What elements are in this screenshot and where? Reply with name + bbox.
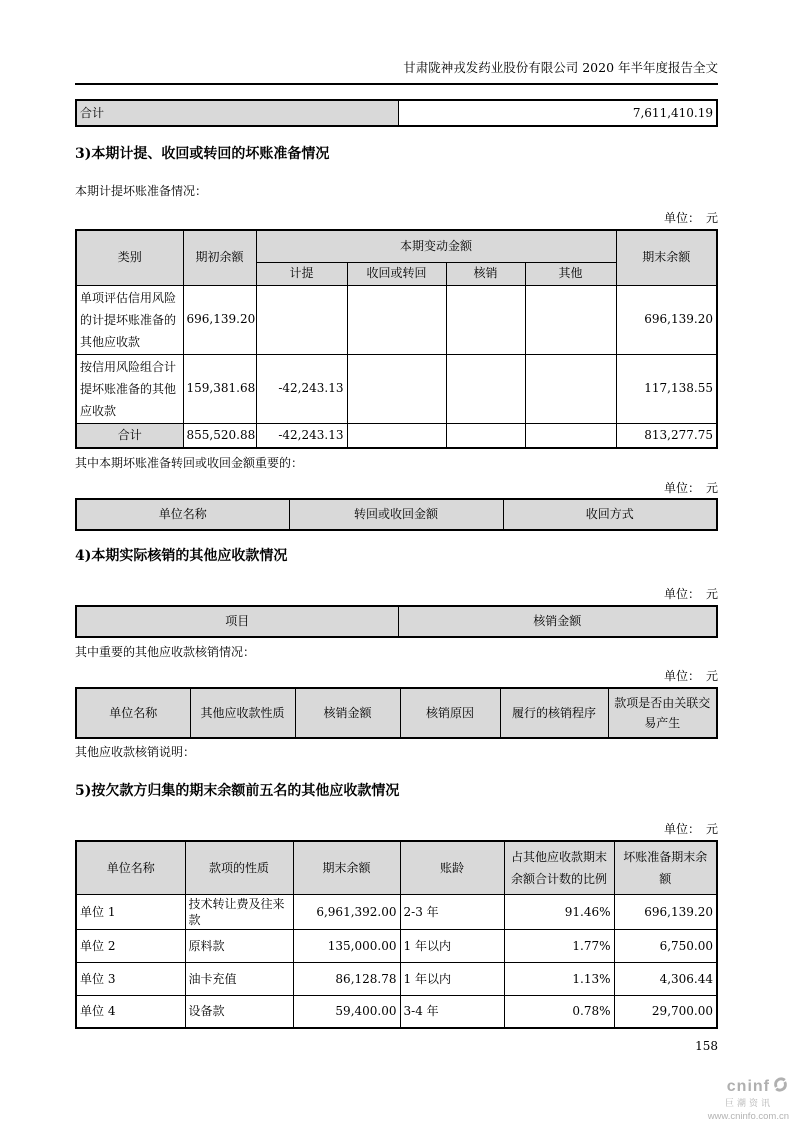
cninfo-subtitle: 巨潮资讯 [724,1098,773,1108]
page-content [75,0,718,1053]
cell-closing-balance: 59,400.00 [293,995,400,1028]
unit-note: 单位： 元 [663,822,718,836]
cell-nature: 技术转让费及往来款 [185,894,293,929]
cninfo-logo [679,1076,789,1122]
cell-category: 按信用风险组合计提坏账准备的其他应收款 [76,354,183,423]
col-header-provision-balance: 坏账准备期末余额 [614,841,717,894]
col-header-writeoff-reason: 核销原因 [400,688,500,738]
cninfo-url: www.cninfo.com.cn [707,1111,789,1122]
table-row [76,995,717,1028]
cell-provision-balance: 4,306.44 [614,962,717,995]
cell-proportion: 0.78% [504,995,614,1028]
col-header-closing-balance: 期末余额 [293,841,400,894]
table-total-row [76,423,717,448]
section-3-intro: 本期计提坏账准备情况： [75,184,208,198]
col-header-period-change: 本期变动金额 [256,230,616,262]
cell-opening: 159,381.68 [183,354,256,423]
cell-write-off [446,354,525,423]
cell-recovery [347,423,446,448]
table-row [76,962,717,995]
table-row [76,929,717,962]
col-header-proportion: 占其他应收款期末余额合计数的比例 [504,841,614,894]
totals-table [75,99,718,127]
writeoff-detail-table [75,687,718,739]
col-header-unit-name: 单位名称 [76,841,185,894]
col-header-other: 其他 [525,262,616,285]
cninfo-swirl-icon [772,1076,789,1098]
col-header-unit-name: 单位名称 [76,688,190,738]
col-header-unit-name: 单位名称 [76,499,289,530]
col-header-writeoff-procedure: 履行的核销程序 [500,688,608,738]
col-header-writeoff-amount: 核销金额 [398,606,717,637]
cell-nature: 设备款 [185,995,293,1028]
section-3-heading: 3)本期计提、收回或转回的坏账准备情况 [75,146,330,162]
cell-aging: 3-4 年 [400,995,504,1028]
cell-unit-name: 单位 1 [76,894,185,929]
cell-closing: 813,277.75 [616,423,717,448]
cninfo-brand-text: cninf [726,1078,770,1095]
col-header-closing-balance: 期末余额 [616,230,717,285]
unit-note: 单位： 元 [663,481,718,495]
cell-recovery [347,285,446,354]
cell-proportion: 1.77% [504,929,614,962]
cell-closing-balance: 86,128.78 [293,962,400,995]
unit-note: 单位： 元 [663,587,718,601]
cell-closing: 696,139.20 [616,285,717,354]
cell-unit-name: 单位 4 [76,995,185,1028]
table-row [76,100,717,126]
col-header-category: 类别 [76,230,183,285]
col-header-opening-balance: 期初余额 [183,230,256,285]
cell-closing-balance: 135,000.00 [293,929,400,962]
cell-opening: 696,139.20 [183,285,256,354]
section-5-heading: 5)按欠款方归集的期末余额前五名的其他应收款情况 [75,783,400,799]
cell-nature: 原料款 [185,929,293,962]
cell-aging: 2-3 年 [400,894,504,929]
writeoff-table [75,605,718,638]
unit-note: 单位： 元 [663,669,718,683]
doc-header-title: 甘肃陇神戎发药业股份有限公司 2020 年半年度报告全文 [75,0,718,85]
table-header-row [76,230,717,262]
page-number: 158 [695,1039,718,1053]
cell-provision-balance: 6,750.00 [614,929,717,962]
cell-write-off [446,285,525,354]
table-row [76,285,717,354]
cell-proportion: 1.13% [504,962,614,995]
cell-unit-name: 单位 2 [76,929,185,962]
col-header-reversal-amount: 转回或收回金额 [289,499,503,530]
cell-accrual [256,285,347,354]
col-header-aging: 账龄 [400,841,504,894]
cninfo-logo-row [679,1076,789,1098]
col-header-nature: 款项的性质 [185,841,293,894]
col-header-item: 项目 [76,606,398,637]
cell-write-off [446,423,525,448]
col-header-recovery: 收回或转回 [347,262,446,285]
cell-category-total: 合计 [76,423,183,448]
cell-aging: 1 年以内 [400,962,504,995]
cell-other [525,354,616,423]
cell-closing: 117,138.55 [616,354,717,423]
cell-recovery [347,354,446,423]
cell-accrual: -42,243.13 [256,423,347,448]
col-header-related-party: 款项是否由关联交易产生 [608,688,717,738]
col-header-accrual: 计提 [256,262,347,285]
reversal-note: 其中本期坏账准备转回或收回金额重要的： [75,456,304,470]
col-header-recovery-method: 收回方式 [503,499,717,530]
total-value-cell: 7,611,410.19 [398,100,717,126]
cell-other [525,423,616,448]
unit-note: 单位： 元 [663,211,718,225]
bad-debt-provision-table [75,229,718,449]
col-header-writeoff-amount: 核销金额 [295,688,400,738]
cell-nature: 油卡充值 [185,962,293,995]
cell-accrual: -42,243.13 [256,354,347,423]
col-header-write-off: 核销 [446,262,525,285]
table-row [76,894,717,929]
cell-other [525,285,616,354]
table-header-row [76,499,717,530]
table-row [76,354,717,423]
total-label-cell: 合计 [76,100,398,126]
section-4-heading: 4)本期实际核销的其他应收款情况 [75,548,288,564]
table-header-row [76,606,717,637]
col-header-receivable-nature: 其他应收款性质 [190,688,295,738]
cell-category: 单项评估信用风险的计提坏账准备的其他应收款 [76,285,183,354]
cell-proportion: 91.46% [504,894,614,929]
cell-provision-balance: 696,139.20 [614,894,717,929]
writeoff-explanation: 其他应收款核销说明： [75,745,196,759]
reversal-recovery-table [75,498,718,531]
writeoff-important-note: 其中重要的其他应收款核销情况： [75,645,256,659]
cell-closing-balance: 6,961,392.00 [293,894,400,929]
cell-aging: 1 年以内 [400,929,504,962]
cell-opening: 855,520.88 [183,423,256,448]
cell-unit-name: 单位 3 [76,962,185,995]
top5-receivables-table [75,840,718,1029]
cell-provision-balance: 29,700.00 [614,995,717,1028]
table-header-row [76,841,717,894]
table-header-row [76,688,717,738]
